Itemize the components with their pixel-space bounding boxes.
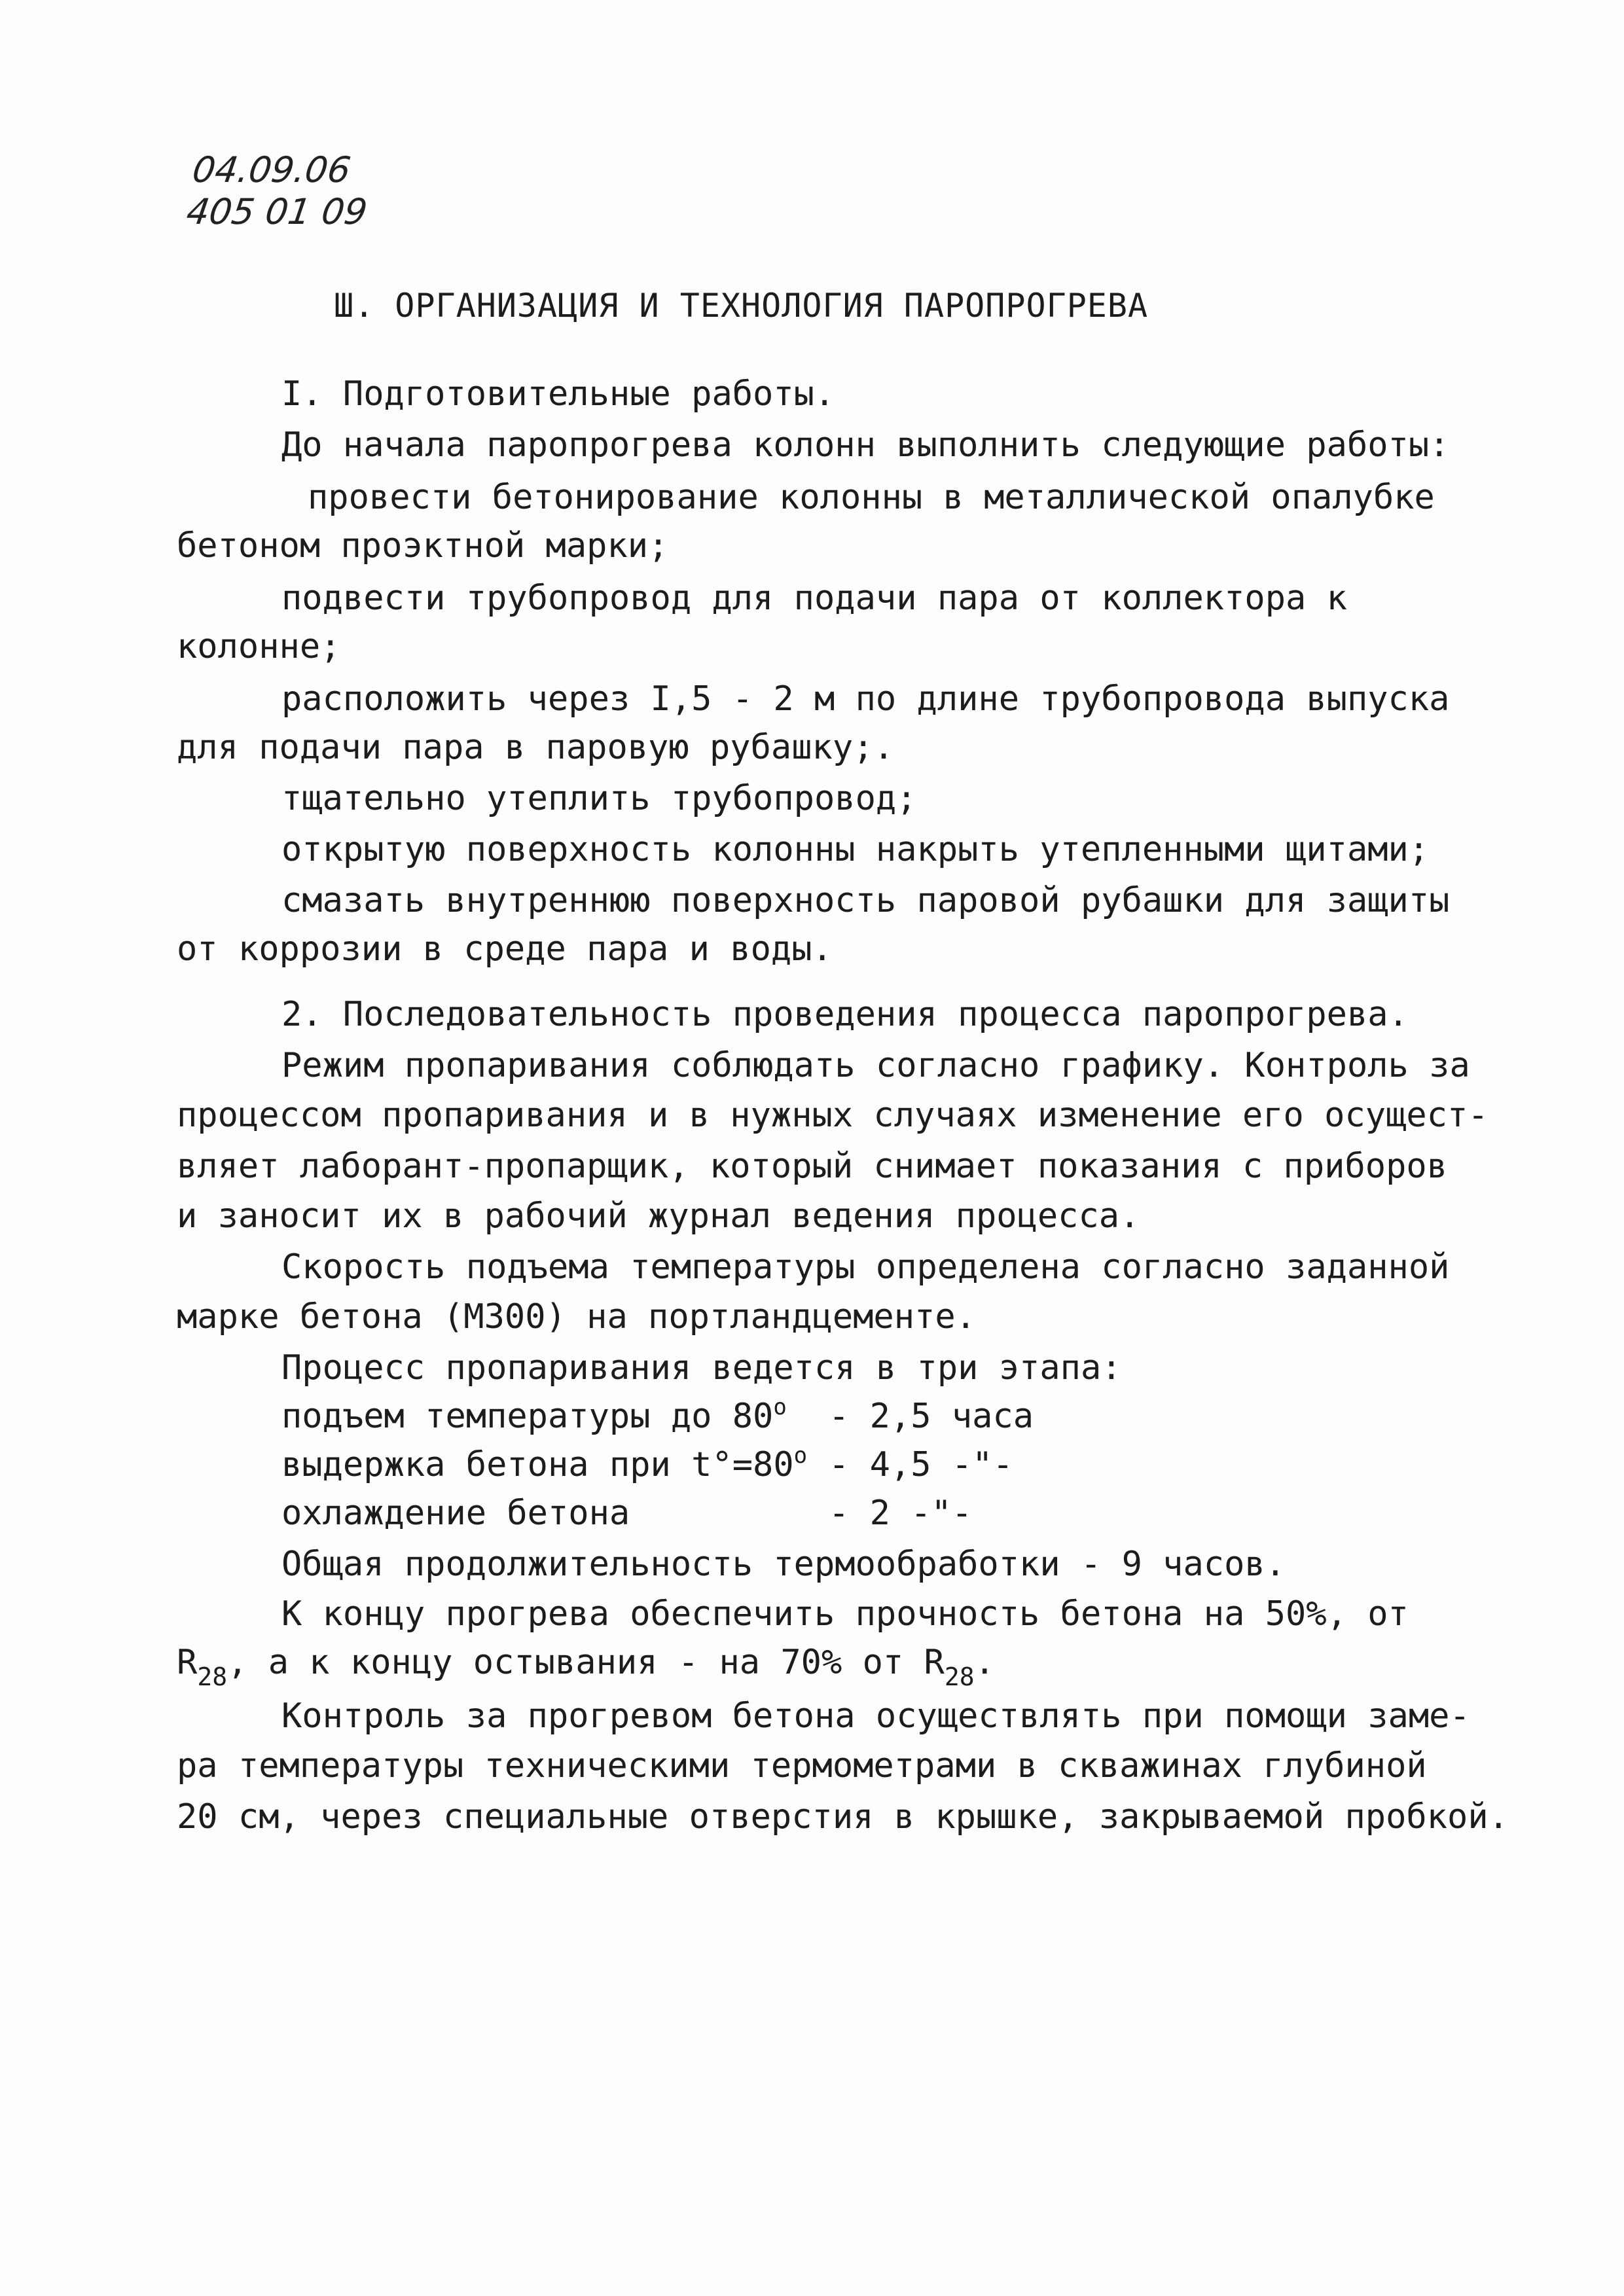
strength-line-1: К концу прогрева обеспечить прочность бетона на 50%, от	[281, 1594, 1409, 1634]
stage-3-duration: - 2 -"-	[829, 1494, 973, 1533]
item-6-line-2: от коррозии в среде пара и воды.	[177, 929, 833, 969]
para1-line-4: и заносит их в рабочий журнал ведения процесса.	[177, 1196, 1140, 1236]
control-line-2: ра температуры техническими термометрами в скважинах глубиной	[177, 1746, 1427, 1785]
item-3-line-1: расположить через I,5 - 2 м по длине трубопровода выпуска	[281, 679, 1450, 719]
stage-row-2	[281, 1445, 1132, 1487]
para1-line-3: вляет лаборант-пропарщик, который снимает показания с приборов	[177, 1147, 1448, 1186]
stage-2-duration: - 4,5 -"-	[829, 1445, 1013, 1484]
para1-line-1: Режим пропаривания соблюдать согласно графику. Контроль за	[281, 1046, 1470, 1085]
para2-line-1: Скорость подъема температуры определена согласно заданной	[281, 1247, 1450, 1287]
document-stamp	[184, 149, 376, 233]
para1-line-2: процессом пропаривания и в нужных случаях изменение его осущест-	[177, 1096, 1489, 1135]
control-line-3: 20 см, через специальные отверстия в крышке, закрываемой пробкой.	[177, 1797, 1509, 1837]
item-6-line-1: смазать внутреннюю поверхность паровой рубашки для защиты	[281, 881, 1450, 920]
control-line-1: Контроль за прогревом бетона осуществлять при помощи заме-	[281, 1696, 1470, 1736]
section1-intro: До начала паропрогрева колонн выполнить следующие работы:	[281, 425, 1450, 465]
section-heading: Ш. ОРГАНИЗАЦИЯ И ТЕХНОЛОГИЯ ПАРОПРОГРЕВА	[334, 287, 1149, 325]
total-duration: Общая продолжительность термообработки - 9 часов.	[281, 1545, 1286, 1584]
item-2-line-2: колонне;	[177, 627, 341, 666]
item-1-line-1: провести бетонирование колонны в металлической опалубке	[308, 478, 1435, 517]
para2-line-2: марке бетона (М300) на портландцементе.	[177, 1297, 976, 1336]
stamp-line-1: 04.09.06	[190, 149, 353, 190]
stage-row-3	[281, 1494, 1132, 1535]
item-1-line-2: бетоном проэктной марки;	[177, 526, 669, 565]
strength-line-2: $R_{28}$, а к концу остывания - на 70% от $R_{28}$.	[177, 1643, 995, 1691]
section1-title: I. Подготовительные работы.	[281, 374, 835, 414]
stages-intro: Процесс пропаривания ведется в три этапа:	[281, 1348, 1122, 1388]
stage-2-name: выдержка бетона при $t^\circ=80^о$	[281, 1443, 808, 1484]
section2-title: 2. Последовательность проведения процесса паропрогрева.	[281, 995, 1409, 1034]
item-3-line-2: для подачи пара в паровую рубашку;.	[177, 728, 894, 767]
stage-3-name: охлаждение бетона	[281, 1494, 630, 1533]
stage-1-name: подъем температуры до $80^о$	[281, 1394, 787, 1436]
stage-1-duration: - 2,5 часа	[829, 1397, 1034, 1436]
item-4: тщательно утеплить трубопровод;	[281, 779, 917, 818]
stamp-line-2: 405 01 09	[184, 191, 370, 232]
item-5: открытую поверхность колонны накрыть утепленными щитами;	[281, 830, 1430, 869]
stage-row-1	[281, 1394, 1132, 1439]
item-2-line-1: подвести трубопровод для подачи пара от коллектора к	[281, 579, 1347, 618]
